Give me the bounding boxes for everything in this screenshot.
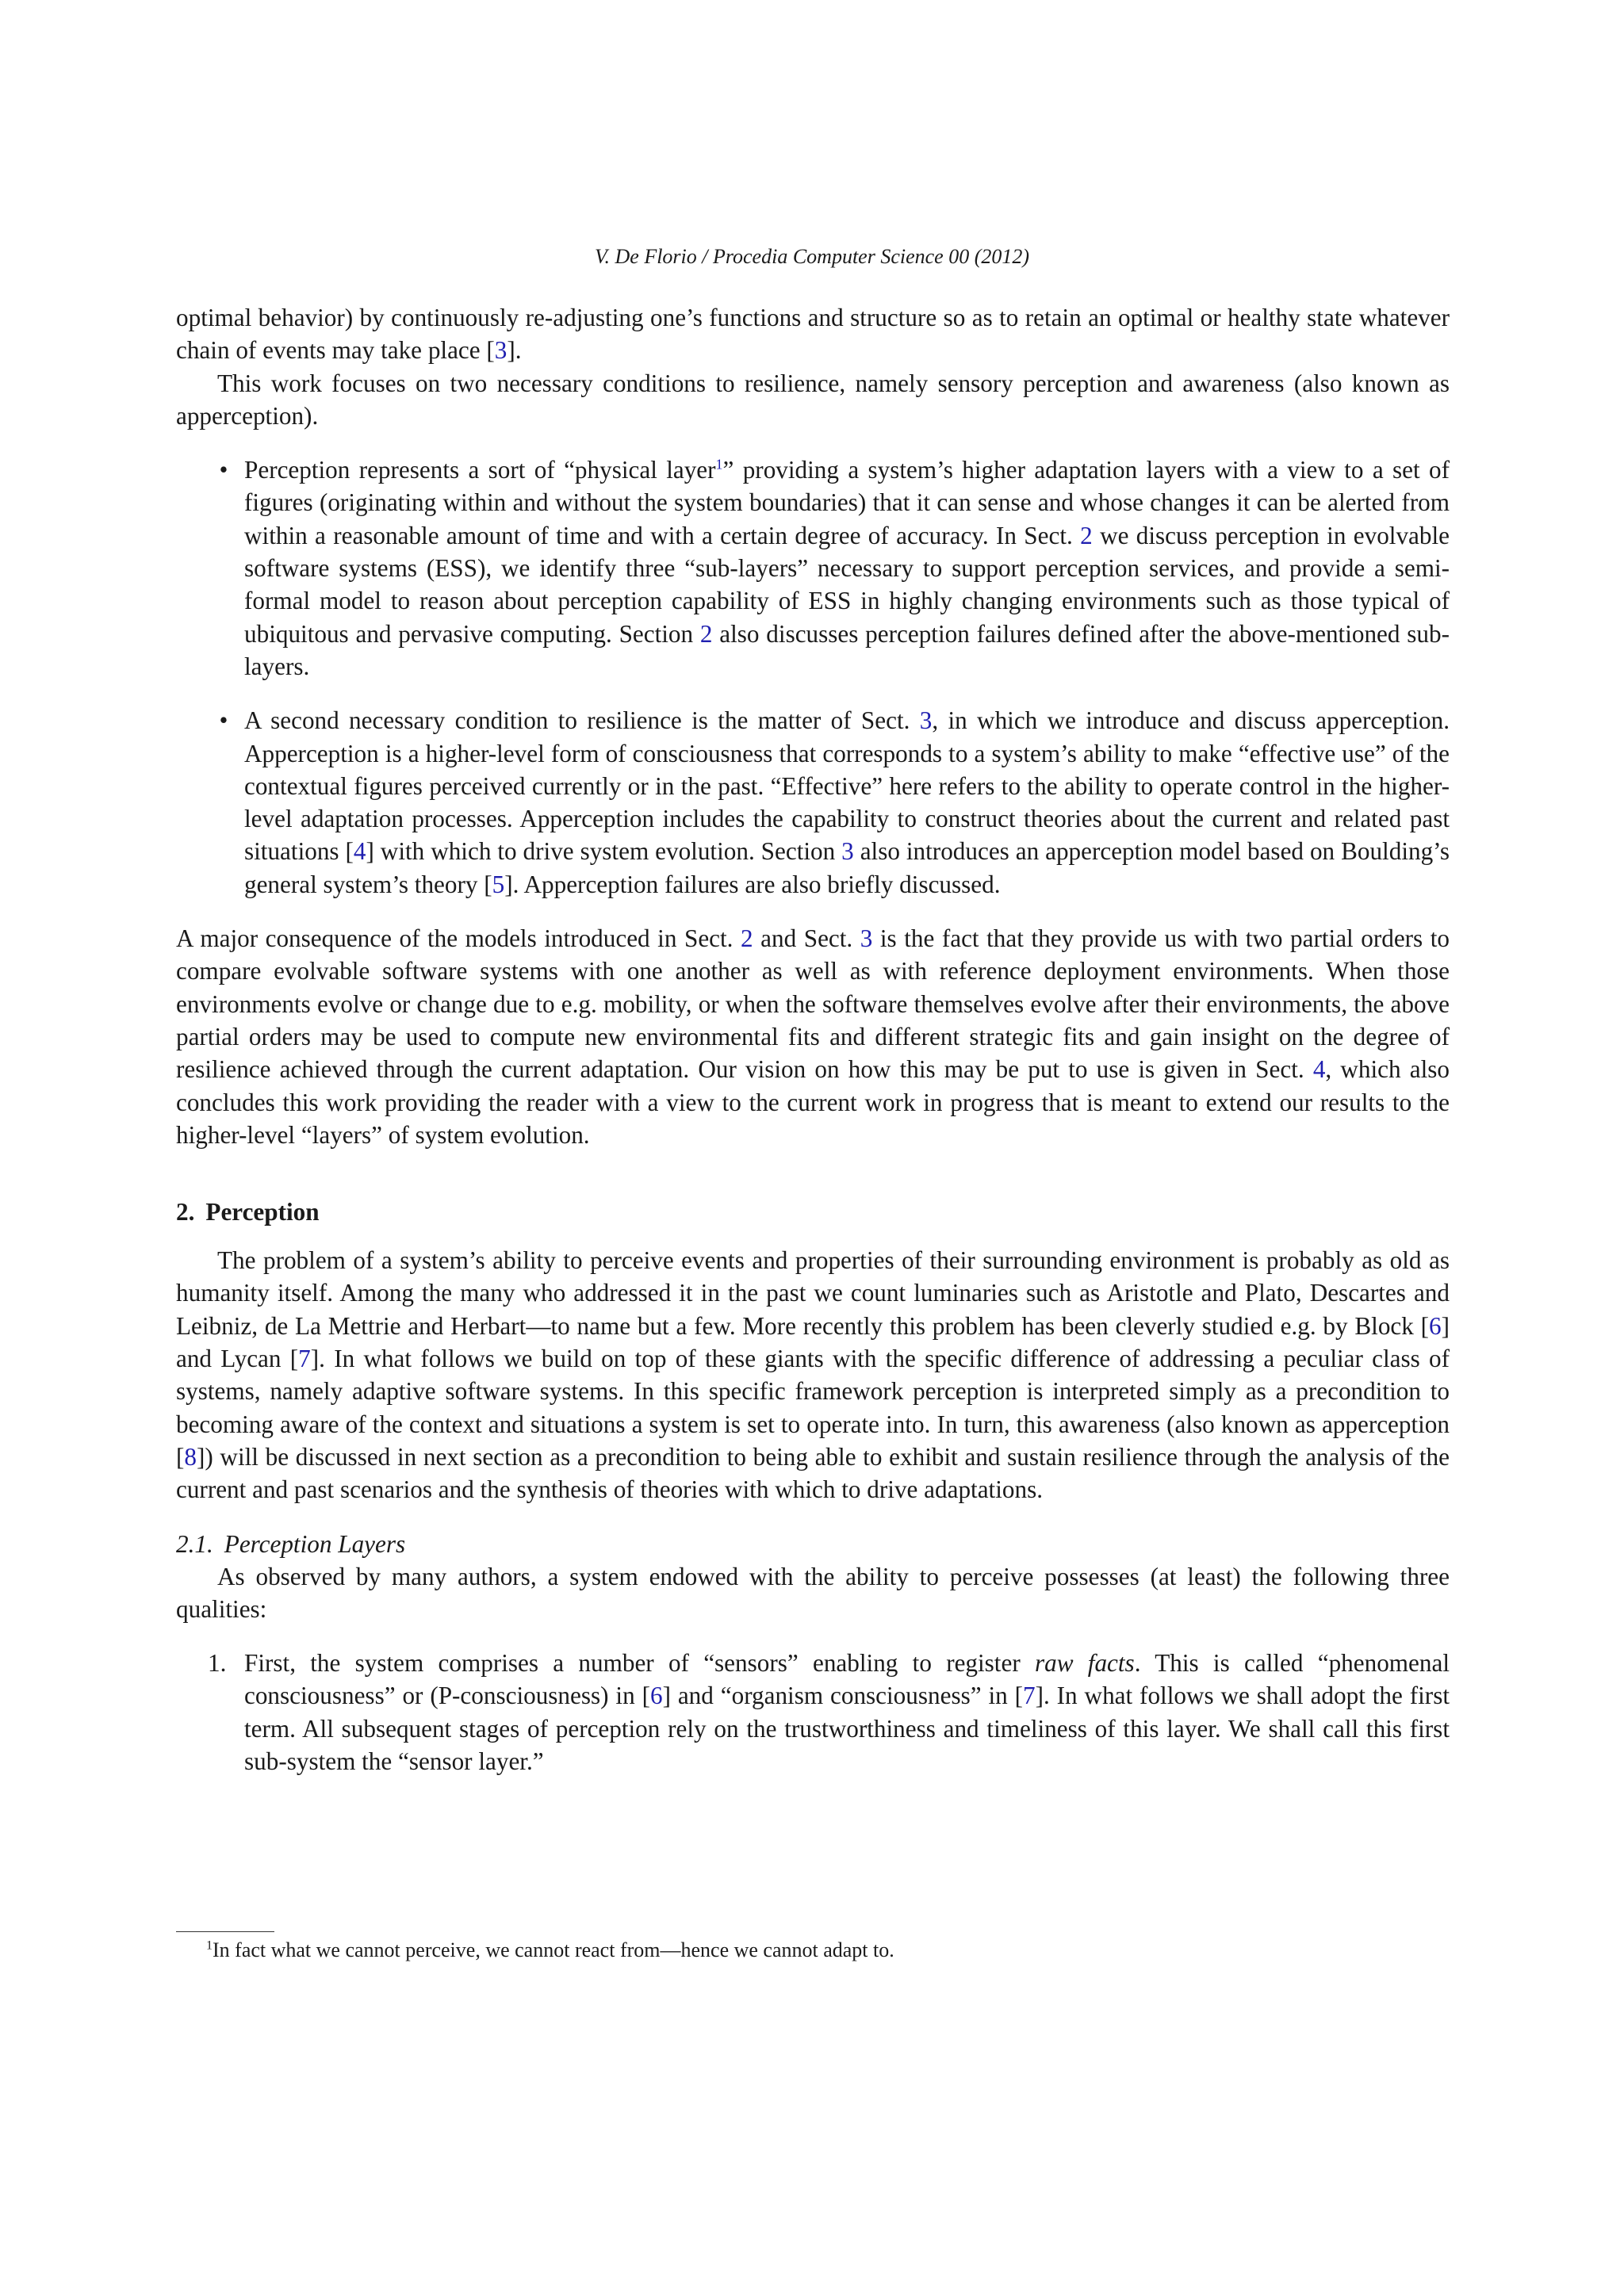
list-item — [176, 704, 1450, 901]
text: optimal behavior) by continuously re-adjusting one’s functions and structure so as to retain an optimal or healthy state whatever chain of events may take place [ — [176, 304, 1450, 365]
footnote — [206, 1938, 1443, 1963]
text: A major consequence of the models introduced in Sect. — [176, 924, 741, 953]
text: ]. In what follows we shall adopt the first term. All subsequent stages of perception rely on the trustworthiness and timeliness of this layer. We shall call this first sub-system the “sensor layer.” — [244, 1682, 1450, 1775]
footnote-link[interactable]: 1 — [715, 456, 723, 473]
section-link[interactable]: 3 — [860, 924, 873, 953]
paragraph — [176, 301, 1450, 367]
text: The problem of a system’s ability to perceive events and properties of their surrounding environment is probably as old as humanity itself. Among the many who addressed it in the past we count luminaries such as Aristotle and Plato, Descartes and Leibniz, de La Mettrie and Herbart—to name but a few. More recently this problem has been cleverly studied e.g. by Block [ — [176, 1246, 1450, 1340]
section-link[interactable]: 3 — [841, 837, 854, 866]
section-link[interactable]: 2 — [1080, 521, 1093, 549]
citation-link[interactable]: 4 — [353, 837, 366, 866]
citation-link[interactable]: 6 — [1429, 1311, 1442, 1340]
text: also discusses perception failures defined after the above-mentioned sub-layers. — [244, 619, 1450, 680]
text: ] with which to drive system evolution. Section — [366, 837, 842, 866]
text: ]) will be discussed in next section as a precondition to being able to exhibit and sustain resilience through the analysis of the current and past scenarios and the synthesis of theories with which to drive adaptations. — [176, 1442, 1450, 1504]
section-heading — [176, 1196, 1450, 1228]
text: First, the system comprises a number of “sensors” enabling to register — [244, 1649, 1035, 1678]
bullet-icon: • — [219, 456, 228, 484]
section-link[interactable]: 4 — [1312, 1055, 1326, 1084]
citation-link[interactable]: 7 — [1023, 1682, 1036, 1710]
subsection-title: Perception Layers — [224, 1529, 406, 1558]
text: A second necessary condition to resilience is the matter of Sect. — [244, 706, 920, 735]
paragraph: As observed by many authors, a system endowed with the ability to perceive possesses (at least) the following three qualities: — [176, 1562, 1450, 1623]
paragraph — [176, 922, 1450, 1151]
footnote-text: In fact what we cannot perceive, we cannot react from—hence we cannot adapt to. — [213, 1938, 894, 1961]
text: ]. — [507, 336, 522, 365]
text: is the fact that they provide us with two partial orders to compare evolvable software systems with one another as well as with reference deployment environments. When those environments evolve or change due to e.g. mobility, or when the software themselves evolve after their environments, the above partial orders may be used to compute new environmental fits and different strategic fits and gain insight on the degree of resilience achieved through the current adaptation. Our vision on how this may be put to use is given in Sect. — [176, 924, 1450, 1084]
text: , in which we introduce and discuss apperception. Apperception is a higher-level form of consciousness that corresponds to a system’s ability to make “effective use” of the contextual figures perceived currently or in the past. “Effective” here refers to the ability to operate control in the higher-level adaptation processes. Apperception includes the capability to construct theories about the current and related past situations [ — [244, 706, 1450, 866]
citation-link[interactable]: 8 — [184, 1442, 197, 1471]
footnote-rule — [176, 1931, 274, 1932]
section-link[interactable]: 2 — [741, 924, 753, 953]
citation-link[interactable]: 7 — [298, 1345, 311, 1373]
paragraph — [176, 1244, 1450, 1506]
text: ] and Lycan [ — [176, 1311, 1450, 1373]
text: ]. Apperception failures are also briefly discussed. — [504, 870, 1001, 898]
text: and Sect. — [753, 924, 860, 953]
body-text — [176, 301, 1450, 1777]
section-link[interactable]: 3 — [919, 706, 933, 735]
citation-link[interactable]: 6 — [649, 1682, 663, 1710]
list-item — [176, 453, 1450, 683]
text: we discuss perception in evolvable software systems (ESS), we identify three “sub-layers” necessary to support perception services, and provide a semi-formal model to reason about perception capability of ESS in highly changing environments such as those typical of ubiquitous and pervasive computing. Section — [244, 521, 1450, 648]
text: Perception represents a sort of “physical layer — [244, 456, 716, 484]
section-link[interactable]: 2 — [699, 619, 713, 648]
citation-link[interactable]: 3 — [494, 336, 508, 365]
footnote-mark: 1 — [206, 1938, 213, 1953]
citation-link[interactable]: 5 — [492, 870, 505, 898]
text: ]. In what follows we build on top of these giants with the specific difference of addressing a peculiar class of systems, namely adaptive software systems. In this specific framework perception is interpreted simply as a precondition to becoming aware of the context and situations a system is set to operate into. In turn, this awareness (also known as apperception [ — [176, 1345, 1450, 1471]
subsection-number: 2.1. — [176, 1529, 213, 1558]
subsection-heading — [176, 1528, 1450, 1560]
list-item — [176, 1647, 1450, 1777]
text: . This is called “phenomenal consciousness” or (P-consciousness) in [ — [244, 1649, 1450, 1710]
bullet-icon: • — [219, 706, 228, 735]
text: also introduces an apperception model based on Boulding’s general system’s theory [ — [244, 837, 1450, 898]
section-title: Perception — [205, 1198, 320, 1226]
emphasis: raw facts — [1034, 1649, 1135, 1678]
text: ] and “organism consciousness” in [ — [662, 1682, 1023, 1710]
list-number: 1. — [208, 1649, 227, 1678]
running-head: V. De Florio / Procedia Computer Science 00 (2012) — [594, 245, 1030, 268]
paragraph: This work focuses on two necessary conditions to resilience, namely sensory perception and awareness (also known as apperception). — [176, 369, 1450, 430]
text: ” providing a system’s higher adaptation layers with a view to a set of figures (originating within and without the system boundaries) that it can sense and whose changes it can be alerted from within a reasonable amount of time and with a certain degree of accuracy. In Sect. — [244, 456, 1450, 549]
section-number: 2. — [176, 1198, 195, 1226]
text: , which also concludes this work providing the reader with a view to the current work in progress that is meant to extend our results to the higher-level “layers” of system evolution. — [176, 1055, 1450, 1149]
